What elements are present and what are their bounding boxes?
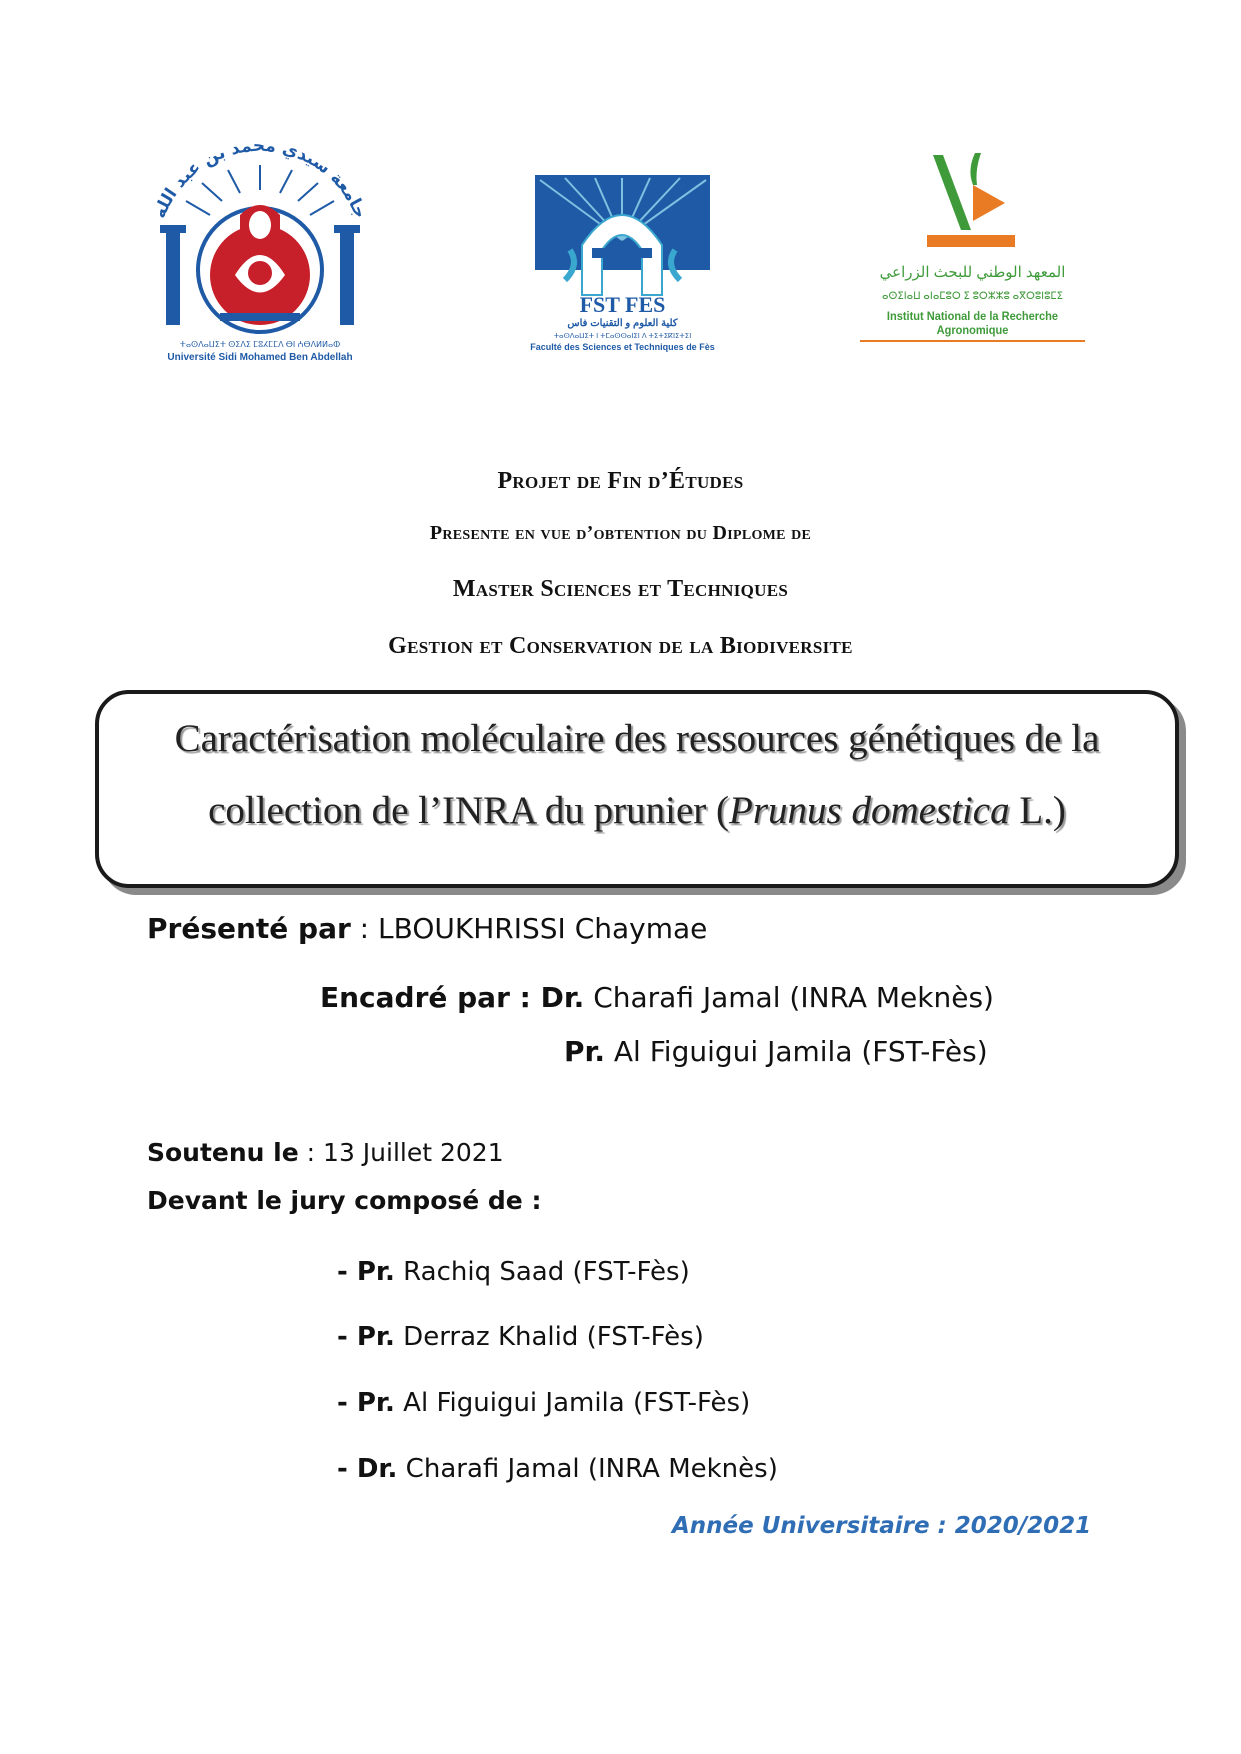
jury-member-title: Pr. [356, 1322, 395, 1352]
jury-member [337, 1257, 690, 1287]
jury-member-title: Pr. [356, 1388, 395, 1418]
usmba-logo [140, 135, 380, 370]
inra-underline [860, 340, 1085, 342]
academic-year: Année Universitaire : 2020/2021 [672, 1513, 1092, 1539]
defense-date-value: 13 Juillet 2021 [323, 1138, 504, 1167]
jury-member-dash: - [337, 1388, 357, 1418]
jury-member-title: Pr. [356, 1257, 395, 1287]
jury-member-name: Al Figuigui Jamila (FST-Fès) [394, 1388, 751, 1418]
jury-member-dash: - [337, 1322, 357, 1352]
fst-emblem-icon [510, 170, 735, 300]
usmba-emblem-icon [140, 135, 380, 340]
supervised-sep: : [509, 981, 541, 1014]
supervisor-2-name: Al Figuigui Jamila (FST-Fès) [604, 1035, 988, 1068]
jury-label: Devant le jury composé de : [147, 1186, 542, 1215]
supervisor-1-name: Charafi Jamal (INRA Meknès) [584, 981, 994, 1014]
thesis-title-species: Prunus domestica [729, 789, 1010, 832]
presented-sep: : [350, 912, 379, 945]
inra-name: Institut National de la Recherche Agronomique [886, 309, 1059, 337]
jury-member [337, 1388, 750, 1418]
usmba-name: Université Sidi Mohamed Ben Abdellah [167, 352, 353, 363]
usmba-arabic-arc: جامعة سيدي محمد بن عبد الله [149, 135, 371, 222]
header-line-1: Projet de Fin d’Études [497, 468, 744, 494]
fst-arabic: كلية العلوم و التقنيات فاس [567, 318, 678, 329]
jury-member-dash: - [337, 1257, 357, 1287]
thesis-title-line-1: Caractérisation moléculaire des ressources génétiques de la [174, 717, 1100, 760]
thesis-title-line-2 [99, 788, 1175, 833]
jury-member [337, 1322, 704, 1352]
inra-logo [855, 145, 1090, 345]
jury-member-name: Derraz Khalid (FST-Fès) [394, 1322, 704, 1352]
fst-subtitle: Faculté des Sciences et Techniques de Fès [530, 342, 715, 352]
header-line-4: Gestion et Conservation de la Biodiversite [388, 633, 853, 659]
supervisor-2-title: Pr. [564, 1035, 605, 1068]
supervisor-1-title: Dr. [540, 981, 585, 1014]
supervisor-2 [564, 1035, 988, 1068]
inra-emblem-icon [855, 145, 1090, 260]
defense-sep: : [298, 1138, 324, 1167]
presented-label: Présenté par [147, 912, 351, 945]
jury-member-name: Rachiq Saad (FST-Fès) [394, 1257, 690, 1287]
presented-by [147, 912, 707, 945]
supervised-label: Encadré par [320, 981, 510, 1014]
jury-member-title: Dr. [356, 1454, 398, 1484]
jury-member-name: Charafi Jamal (INRA Meknès) [397, 1454, 778, 1484]
fst-name: FST FES [579, 292, 666, 317]
inra-arabic: المعهد الوطني للبحث الزراعي [879, 264, 1066, 281]
header-line-3: Master Sciences et Techniques [452, 576, 789, 602]
thesis-title-box [95, 690, 1179, 888]
defense-label: Soutenu le [147, 1138, 299, 1167]
fst-logo [510, 170, 735, 355]
supervised-by [320, 981, 994, 1014]
usmba-tifinagh: ⵜⴰⵙⴷⴰⵡⵉⵜ ⵙⵉⴷⵉ ⵎⵓⵃⵎⵎⴷ ⴱⵏ ⵄⴱⴷⵍⵍⴰⵀ [179, 340, 341, 349]
thesis-title-line-2-end: L.) [1009, 789, 1066, 832]
thesis-title-line-2-start: collection de l’INRA du prunier ( [208, 789, 730, 832]
header-line-2: Presente en vue d’obtention du Diplome de [429, 522, 812, 544]
jury-member [337, 1454, 778, 1484]
presented-name: LBOUKHRISSI Chaymae [378, 912, 708, 945]
inra-tifinagh: ⴰⵙⵉⵏⴰⵡ ⴰⵏⴰⵎⵓⵔ ⵉ ⵓⵔⵣⵣⵓ ⴰⴳⵔⵓⵏⵓⵎⵉ [882, 291, 1063, 302]
defense-date [147, 1138, 504, 1167]
jury-member-dash: - [337, 1454, 357, 1484]
fst-tifinagh: ⵜⴰⵙⴷⴰⵡⵉⵜ ⵏ ⵜⵎⴰⵙⵙⴰⵏⵉⵏ ⴷ ⵜⵉⵜⵉⴽⵏⵉⵜⵉⵏ [553, 333, 692, 340]
